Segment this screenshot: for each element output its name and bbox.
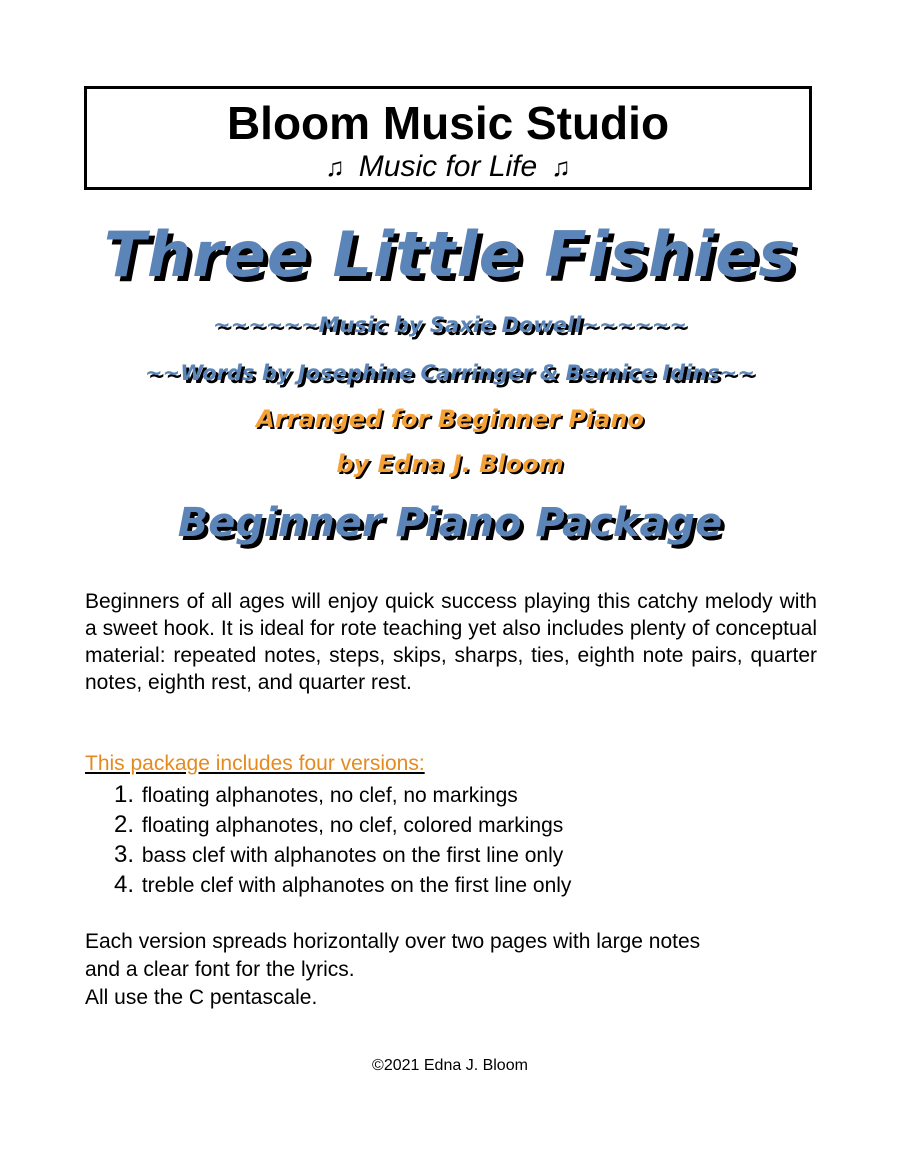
closing-line: All use the C pentascale. [85, 986, 318, 1009]
package-title: Beginner Piano Package [177, 500, 723, 546]
music-note-icon: ♫ [551, 152, 571, 182]
closing-line: Each version spreads horizontally over two pages with large notes [85, 930, 701, 953]
music-credit: ~~~~~~Music by Saxie Dowell~~~~~~ [213, 313, 687, 337]
list-item [114, 870, 571, 900]
includes-heading-text: This package includes four versions: [85, 752, 425, 775]
music-note-icon: ♫ [325, 152, 345, 182]
words-credit: ~~Words by Josephine Carringer & Bernice Idins~~ [145, 361, 755, 385]
arranged-for: Arranged for Beginner Piano [256, 405, 644, 433]
versions-list [114, 780, 571, 900]
arranger-credit: by Edna J. Bloom [336, 450, 564, 478]
list-number: 4. [114, 871, 135, 898]
list-item-text: floating alphanotes, no clef, no markings [141, 784, 518, 807]
list-item-text: bass clef with alphanotes on the first line only [141, 844, 564, 867]
includes-heading [85, 752, 425, 776]
tagline-text: Music for Life [358, 150, 538, 183]
list-item [114, 840, 571, 870]
song-title: Three Little Fishies [103, 218, 797, 291]
list-item [114, 810, 571, 840]
list-item [114, 780, 571, 810]
description-paragraph: Beginners of all ages will enjoy quick success playing this catchy melody with a sweet hook. It is ideal for rote teaching yet also includes plenty of conceptual material: repeated notes, steps, skips, sharps, ties, eighth note pairs, quarter notes, eighth rest, and quarter rest. [85, 590, 817, 694]
studio-header-box [84, 86, 812, 190]
closing-paragraph [85, 928, 825, 1012]
studio-name: Bloom Music Studio [226, 97, 670, 149]
copyright-notice: ©2021 Edna J. Bloom [372, 1057, 528, 1074]
closing-line: and a clear font for the lyrics. [85, 958, 355, 981]
list-number: 2. [114, 811, 135, 838]
list-item-text: treble clef with alphanotes on the first line only [141, 874, 572, 897]
list-item-text: floating alphanotes, no clef, colored markings [141, 814, 564, 837]
list-number: 1. [114, 781, 135, 808]
tagline [87, 149, 809, 185]
list-number: 3. [114, 841, 135, 868]
